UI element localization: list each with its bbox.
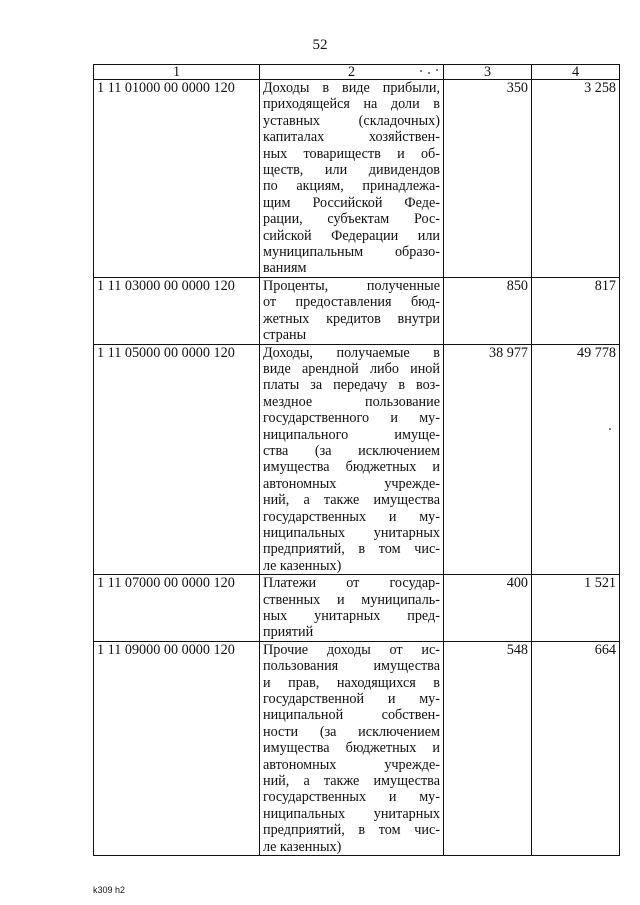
description-line: ных унитарных пред-	[263, 608, 440, 624]
amount-col3: 548	[444, 641, 532, 855]
amount-col3: 400	[444, 575, 532, 642]
amount-col4: 817	[532, 277, 620, 344]
revenue-description	[260, 641, 444, 855]
amount-col3: 350	[444, 80, 532, 278]
amount-col3: 38 977	[444, 344, 532, 575]
description-line: автономных учрежде-	[263, 475, 440, 492]
description-line: предприятий, в том чис-	[263, 822, 440, 839]
scan-speck	[436, 69, 438, 71]
amount-col4: 1 521	[532, 575, 620, 642]
table-row	[94, 277, 620, 344]
description-line: щим Российской Феде-	[263, 194, 440, 211]
footer-code: k309 h2	[93, 885, 126, 895]
description-line: Доходы в виде прибыли,	[263, 80, 440, 96]
description-line: страны	[263, 327, 307, 344]
column-header-4: 4	[532, 65, 620, 80]
description-line: ности (за исключением	[263, 723, 440, 740]
description-line: Проценты, полученные	[263, 277, 440, 294]
revenue-code: 1 11 07000 00 0000 120	[94, 575, 260, 642]
description-line: автономных учрежде-	[263, 756, 440, 773]
revenue-description	[260, 344, 444, 575]
table-body	[94, 80, 620, 856]
column-header-3: 3	[444, 65, 532, 80]
description-line: ле казенных)	[263, 838, 342, 855]
description-line: ниципальных унитарных	[263, 805, 440, 822]
revenue-description	[260, 575, 444, 642]
column-header-2: 2	[260, 65, 444, 80]
description-line: Платежи от государ-	[263, 575, 440, 592]
description-line: капиталах хозяйствен-	[263, 129, 440, 146]
description-line: муниципальным образо-	[263, 244, 440, 261]
table-header-row	[94, 65, 620, 80]
description-line: Прочие доходы от ис-	[263, 641, 440, 658]
description-line: уставных (складочных)	[263, 112, 440, 129]
description-line: имущества бюджетных и	[263, 740, 440, 757]
table-row	[94, 80, 620, 278]
description-line: от предоставления бюд-	[263, 294, 440, 311]
revenue-code: 1 11 03000 00 0000 120	[94, 277, 260, 344]
description-line: государственных и му-	[263, 508, 440, 525]
description-line: ществ, или дивидендов	[263, 162, 440, 179]
description-line: ниципального имуще-	[263, 426, 440, 443]
page-number: 52	[312, 37, 328, 53]
description-line: государственного и му-	[263, 410, 440, 427]
revenue-code: 1 11 09000 00 0000 120	[94, 641, 260, 855]
description-line: имущества бюджетных и	[263, 459, 440, 476]
description-line: предприятий, в том чис-	[263, 541, 440, 558]
revenue-table	[93, 64, 620, 856]
description-line: виде арендной либо иной	[263, 360, 440, 377]
description-line: Доходы, получаемые в	[263, 344, 440, 361]
description-line: платы за передачу в воз-	[263, 377, 440, 394]
description-line: ний, а также имущества	[263, 492, 440, 509]
revenue-description	[260, 80, 444, 278]
table-row	[94, 641, 620, 855]
amount-col3: 850	[444, 277, 532, 344]
amount-col4: 49 778	[532, 344, 620, 575]
revenue-code: 1 11 01000 00 0000 120	[94, 80, 260, 278]
description-line: мездное пользование	[263, 393, 440, 410]
revenue-description	[260, 277, 444, 344]
description-line: ний, а также имущества	[263, 773, 440, 790]
column-header-1: 1	[94, 65, 260, 80]
description-line: и прав, находящихся в	[263, 674, 440, 691]
description-line: ниципальной собствен-	[263, 707, 440, 724]
description-line: государственной и му-	[263, 691, 440, 708]
table-row	[94, 344, 620, 575]
description-line: рации, субъектам Рос-	[263, 211, 440, 228]
description-line: жетных кредитов внутри	[263, 310, 440, 327]
description-line: приятий	[263, 624, 314, 641]
description-line: по акциям, принадлежа-	[263, 178, 440, 195]
amount-col4: 664	[532, 641, 620, 855]
amount-col4: 3 258	[532, 80, 620, 278]
scan-speck	[609, 428, 611, 430]
description-line: государственных и му-	[263, 789, 440, 806]
description-line: ных товариществ и об-	[263, 145, 440, 162]
description-line: ваниям	[263, 260, 307, 277]
table-row	[94, 575, 620, 642]
description-line: ниципальных унитарных	[263, 524, 440, 541]
description-line: сийской Федерации или	[263, 227, 440, 244]
revenue-code: 1 11 05000 00 0000 120	[94, 344, 260, 575]
scan-speck	[420, 70, 422, 72]
description-line: ственных и муниципаль-	[263, 591, 440, 608]
description-line: ства (за исключением	[263, 442, 440, 459]
scan-speck	[428, 72, 430, 74]
description-line: ле казенных)	[263, 557, 342, 574]
description-line: приходящейся на доли в	[263, 96, 440, 113]
description-line: пользования имущества	[263, 658, 440, 675]
